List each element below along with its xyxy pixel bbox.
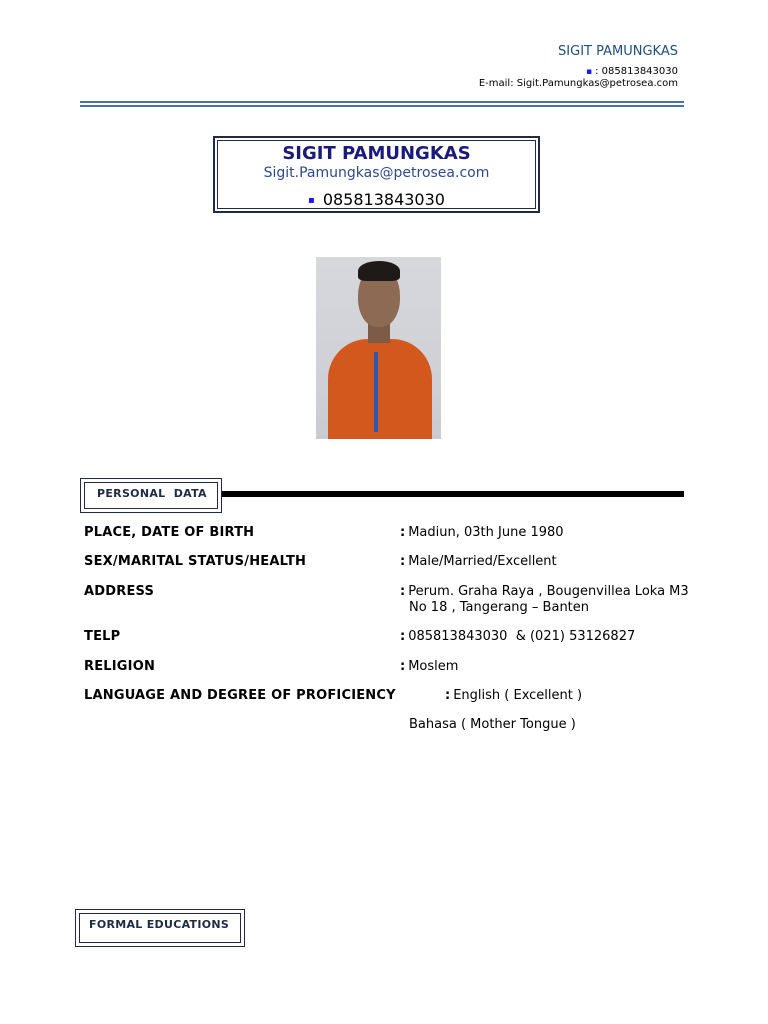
photo-hair — [358, 261, 400, 281]
status-label: SEX/MARITAL STATUS/HEALTH — [84, 554, 307, 569]
status-value-text: Male/Married/Excellent — [408, 554, 557, 569]
personal-data-rule — [222, 491, 684, 497]
colon: : — [400, 629, 406, 644]
name-box — [213, 136, 540, 213]
colon: : — [400, 584, 406, 599]
formal-educations-heading — [75, 909, 245, 947]
language-label: LANGUAGE AND DEGREE OF PROFICIENCY — [84, 688, 396, 703]
colon: : — [400, 659, 406, 674]
header-phone — [586, 66, 678, 77]
religion-label: RELIGION — [84, 659, 156, 674]
telp-value — [400, 629, 635, 645]
telp-value-text: 085813843030 & (021) 53126827 — [408, 629, 636, 644]
profile-photo — [316, 257, 441, 439]
birth-value-text: Madiun, 03th June 1980 — [408, 525, 564, 540]
language-value-1-text: English ( Excellent ) — [453, 688, 583, 703]
address-value — [400, 584, 689, 616]
name-box-phone-text: 085813843030 — [322, 190, 445, 209]
name-box-name: SIGIT PAMUNGKAS — [282, 143, 471, 164]
telp-label: TELP — [84, 629, 121, 644]
personal-data-title: PERSONAL DATA — [97, 487, 207, 500]
colon: : — [400, 525, 406, 540]
colon: : — [400, 554, 406, 569]
address-line-1: Perum. Graha Raya , Bougenvillea Loka M3 — [408, 584, 689, 599]
birth-value — [400, 525, 564, 541]
language-value-1 — [445, 688, 582, 703]
header-rule — [80, 101, 684, 107]
photo-lanyard — [374, 352, 378, 432]
colon: : — [445, 688, 451, 703]
bullet-icon: ▪ — [308, 195, 315, 206]
header-email[interactable]: E-mail: Sigit.Pamungkas@petrosea.com — [478, 78, 678, 89]
address-line-2: No 18 , Tangerang – Banten — [409, 600, 590, 615]
header-phone-text: : 085813843030 — [595, 66, 678, 77]
birth-label: PLACE, DATE OF BIRTH — [84, 525, 255, 540]
religion-value-text: Moslem — [408, 659, 459, 674]
language-value-2: Bahasa ( Mother Tongue ) — [409, 717, 576, 732]
religion-value — [400, 659, 458, 675]
formal-educations-title: FORMAL EDUCATIONS — [89, 918, 230, 931]
bullet-icon: ▪ — [585, 67, 593, 77]
name-box-phone — [215, 190, 538, 209]
header-name: SIGIT PAMUNGKAS — [558, 44, 678, 59]
personal-data-heading — [80, 478, 222, 513]
photo-shirt — [328, 339, 432, 439]
address-label: ADDRESS — [84, 584, 155, 599]
name-box-email[interactable]: Sigit.Pamungkas@petrosea.com — [263, 165, 490, 181]
status-value — [400, 554, 557, 570]
